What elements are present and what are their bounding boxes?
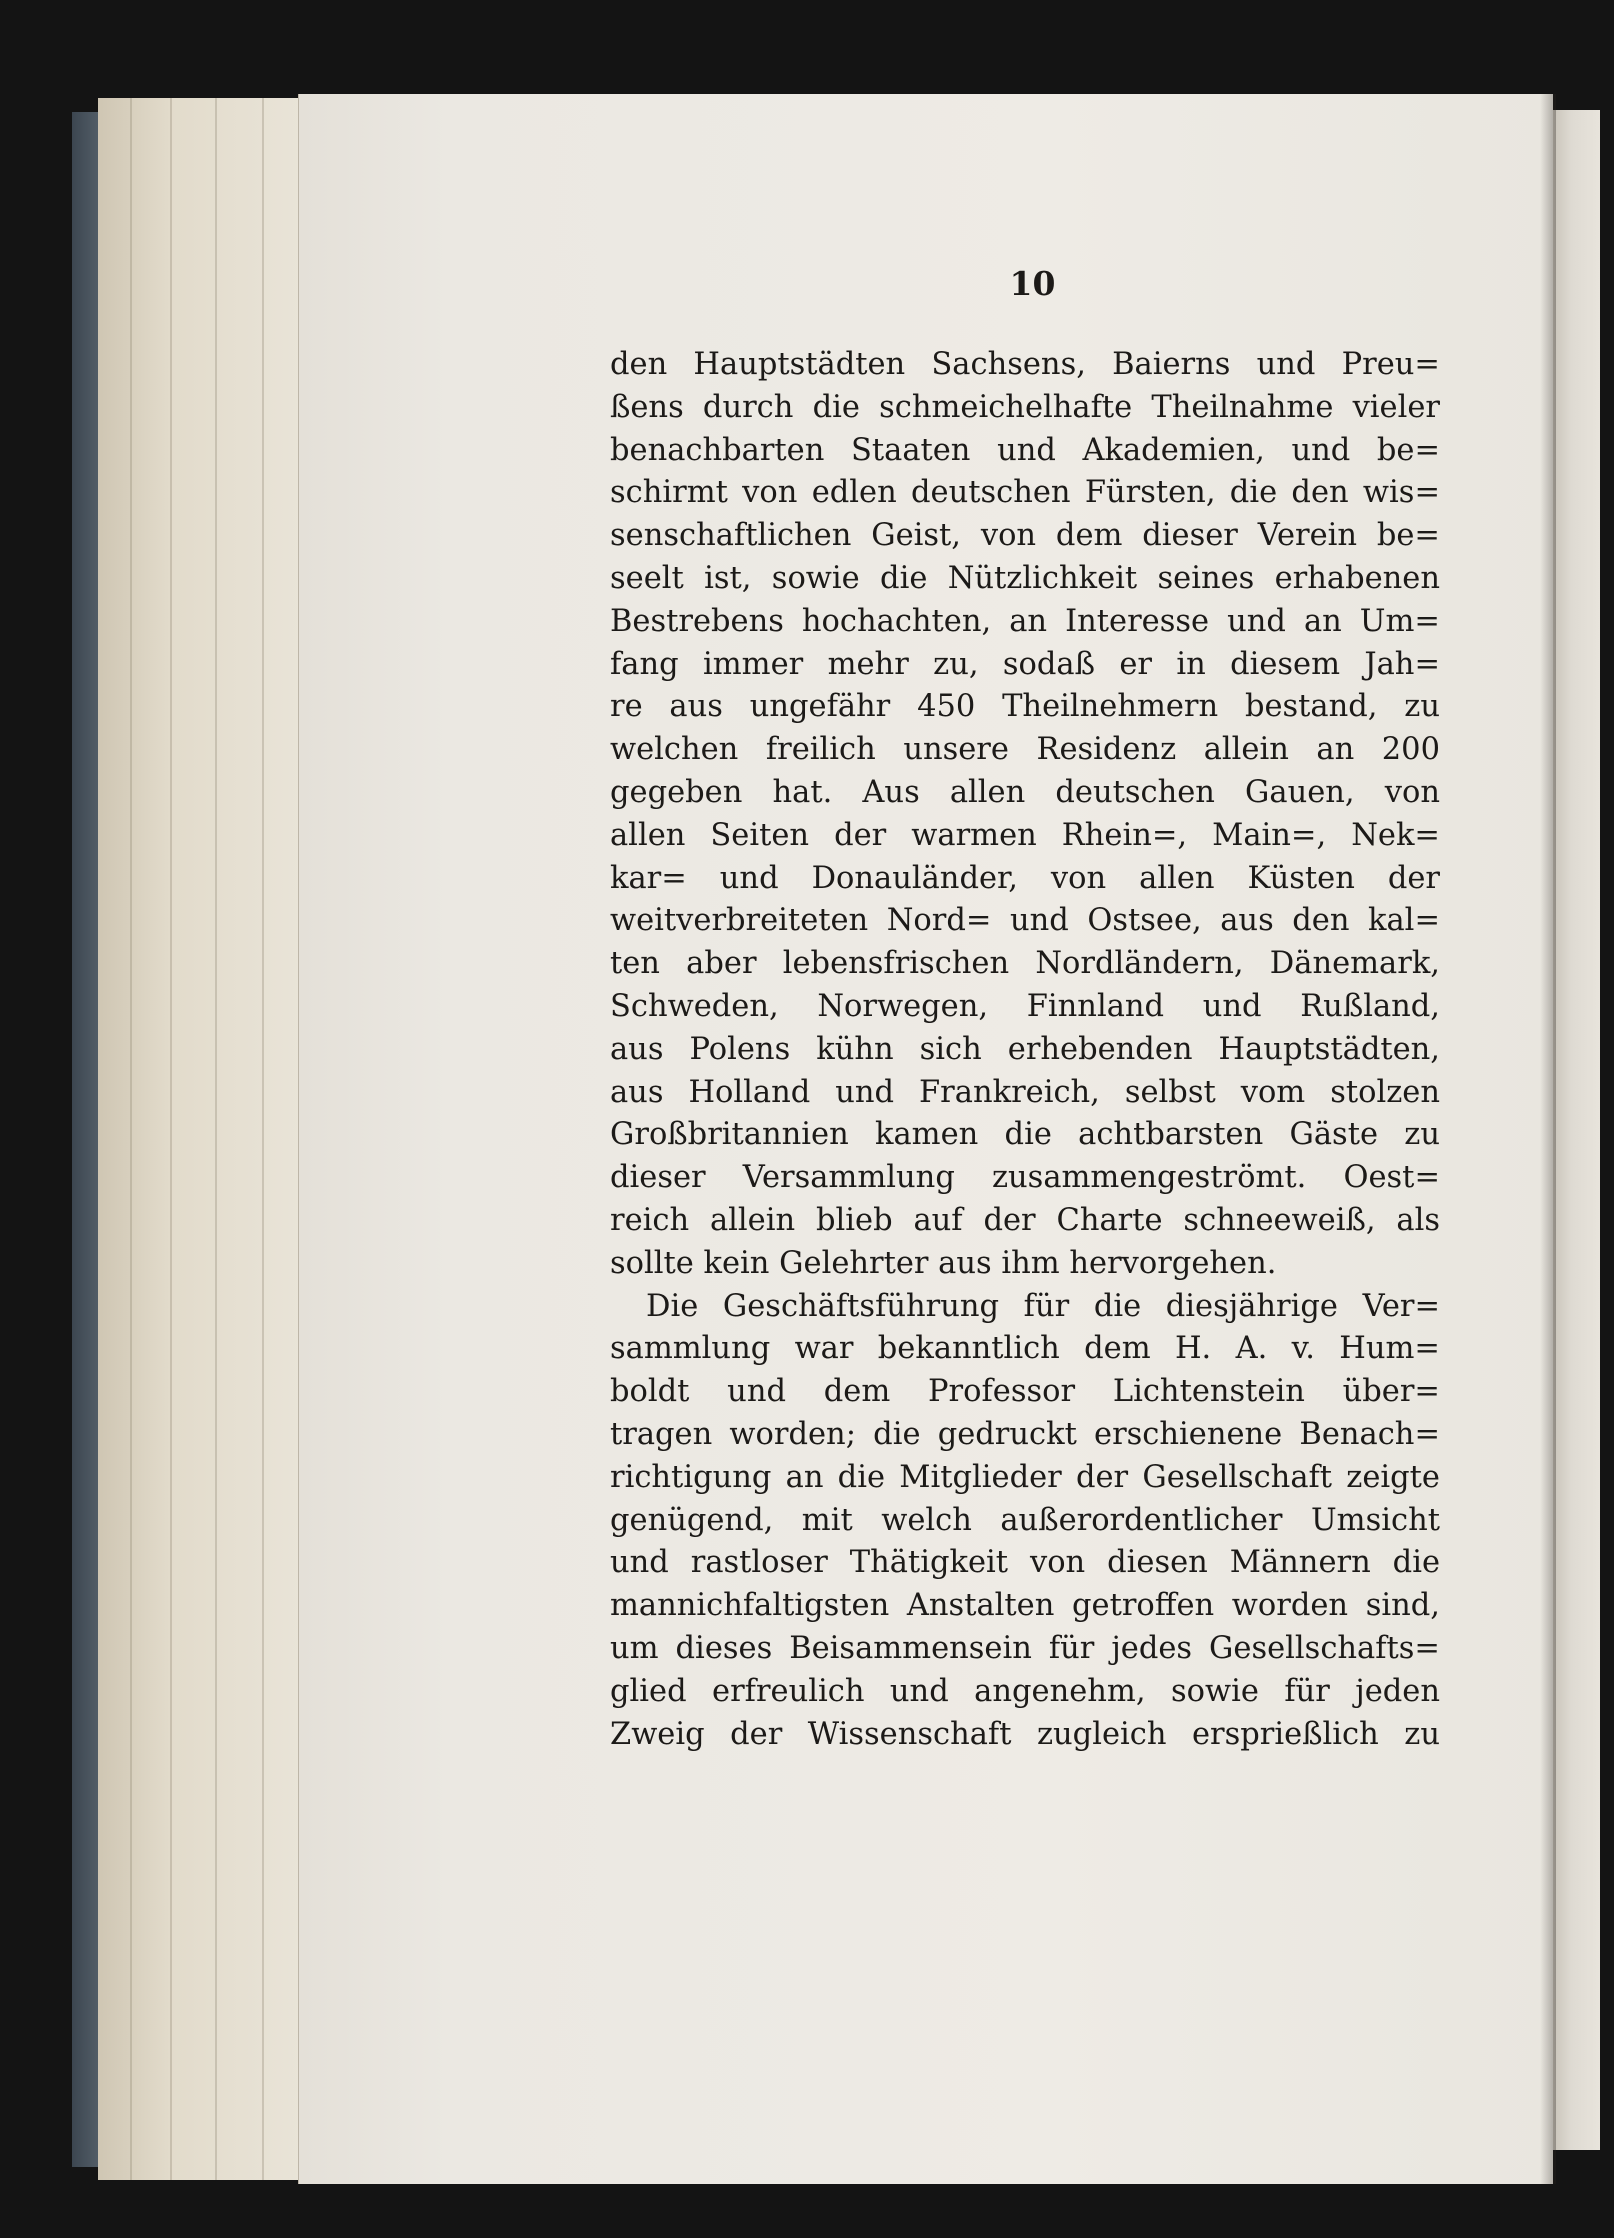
text-line: re aus ungefähr 450 Theilnehmern bestand, zu [610,689,1440,725]
text-line: boldt und dem Professor Lichtenstein über= [610,1374,1440,1410]
text-line: ßens durch die schmeichelhafte Theilnahme vieler [610,389,1440,425]
text-line: aus Polens kühn sich erhebenden Hauptstädten, [610,1031,1440,1067]
page-gutter-shadow [1540,94,1556,2184]
text-line: Die Geschäftsführung für die diesjährige Ver= [646,1288,1440,1324]
text-line: fang immer mehr zu, sodaß er in diesem Jah= [610,646,1440,682]
text-line: um dieses Beisammensein für jedes Gesellschafts= [610,1630,1440,1666]
text-line: ten aber lebensfrischen Nordländern, Dänemark, [610,946,1440,982]
text-line: glied erfreulich und angenehm, sowie für jeden [610,1673,1440,1709]
page-edge-line [215,98,217,2180]
text-line: dieser Versammlung zusammengeströmt. Oest= [610,1160,1440,1196]
text-line: tragen worden; die gedruckt erschienene Benach= [610,1416,1440,1452]
page-edge-line [170,98,172,2180]
text-line: genügend, mit welch außerordentlicher Umsicht [610,1502,1440,1538]
text-line: Großbritannien kamen die achtbarsten Gäste zu [610,1117,1440,1153]
text-line: Bestrebens hochachten, an Interesse und an Um= [610,603,1440,639]
text-line: schirmt von edlen deutschen Fürsten, die den wis= [610,475,1440,511]
next-page-edge [1552,110,1600,2150]
text-line: den Hauptstädten Sachsens, Baierns und Preu= [610,347,1440,382]
text-line: reich allein blieb auf der Charte schneeweiß, als [610,1202,1440,1238]
page-edge-line [130,98,132,2180]
text-line: aus Holland und Frankreich, selbst vom stolzen [610,1074,1440,1110]
text-line: sammlung war bekanntlich dem H. A. v. Hum= [610,1331,1440,1367]
text-line: Schweden, Norwegen, Finnland und Rußland, [610,988,1440,1024]
text-line: gegeben hat. Aus allen deutschen Gauen, von [610,774,1440,810]
text-line: welchen freilich unsere Residenz allein an 200 [610,732,1440,768]
text-line: weitverbreiteten Nord= und Ostsee, aus den kal= [610,903,1440,939]
text-line: allen Seiten der warmen Rhein=, Main=, Nek= [610,817,1440,853]
text-line: richtigung an die Mitglieder der Gesellschaft zeigte [610,1459,1440,1495]
page-text [610,344,1440,1756]
text-line: senschaftlichen Geist, von dem dieser Verein be= [610,518,1440,554]
page-edge-line [262,98,264,2180]
text-line: seelt ist, sowie die Nützlichkeit seines erhabenen [610,560,1440,596]
text-line: mannichfaltigsten Anstalten getroffen worden sind, [610,1588,1440,1624]
text-line: kar= und Donauländer, von allen Küsten der [610,860,1440,896]
text-line: und rastloser Thätigkeit von diesen Männern die [610,1545,1440,1581]
page-number: 10 [1009,264,1056,303]
text-line: benachbarten Staaten und Akademien, und be= [610,432,1440,468]
text-line: sollte kein Gelehrter aus ihm hervorgehen. [610,1245,1277,1281]
text-line: Zweig der Wissenschaft zugleich ersprießlich zu [610,1716,1440,1752]
